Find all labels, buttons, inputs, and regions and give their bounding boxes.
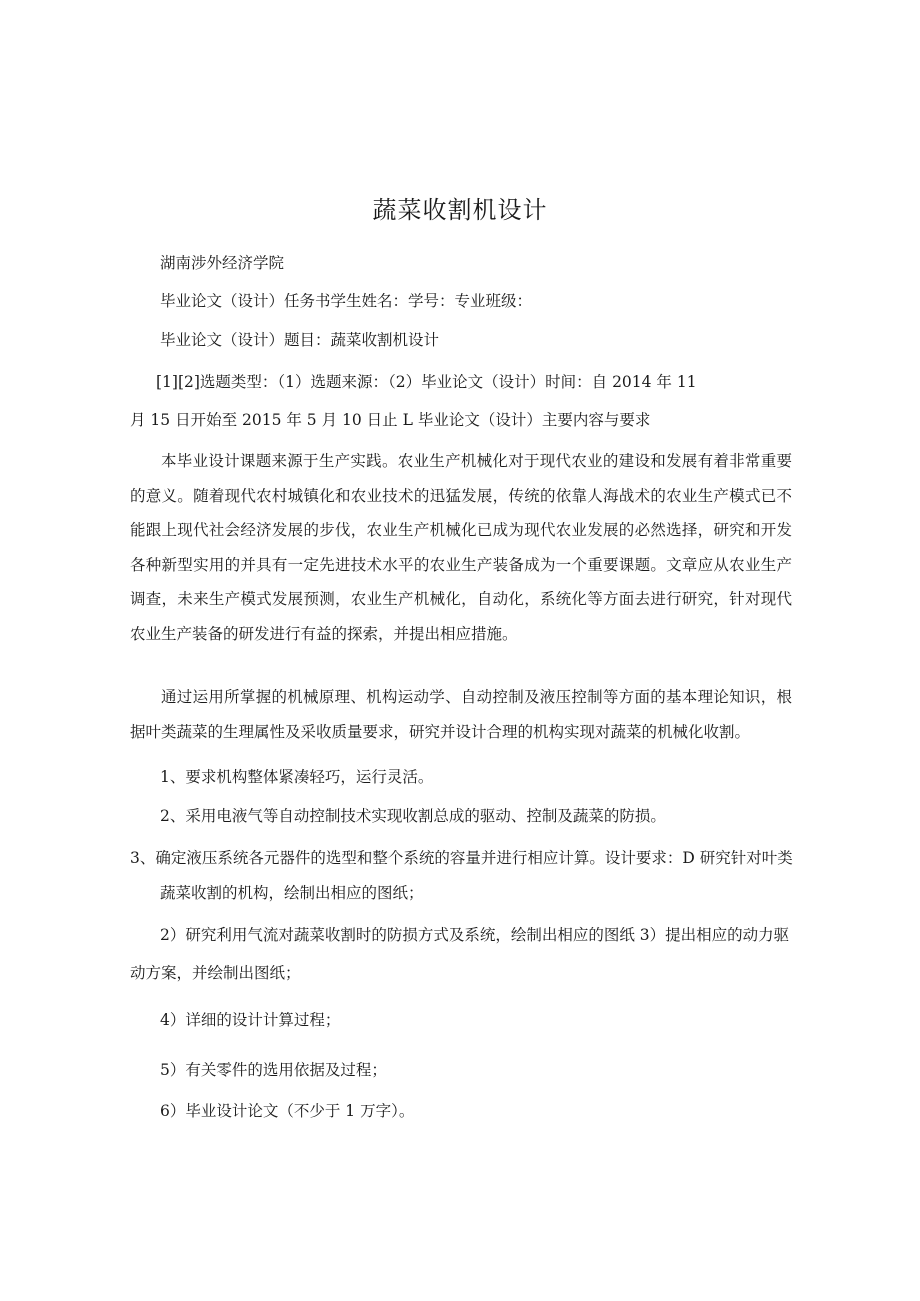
objective-paragraph: 通过运用所掌握的机械原理、机构运动学、自动控制及液压控制等方面的基本理论知识，根据叶类蔬菜的生理属性及采收质量要求，研究并设计合理的机构实现对蔬菜的机械化收割。 <box>130 688 792 741</box>
requirement-1: 1、要求机构整体紧凑轻巧，运行灵活。 <box>160 768 434 786</box>
design-item-4: 4）详细的设计计算过程； <box>160 1011 341 1029</box>
schedule-line: 月 15 日开始至 2015 年 5 月 10 日止 L 毕业论文（设计）主要内容与要求 <box>130 411 651 429</box>
topic-line: 毕业论文（设计）题目：蔬菜收割机设计 <box>160 331 440 349</box>
design-item-2-continued: 动方案，并绘制出图纸； <box>130 964 301 982</box>
requirement-2: 2、采用电液气等自动控制技术实现收割总成的驱动、控制及蔬菜的防损。 <box>160 807 666 825</box>
design-item-6: 6）毕业设计论文（不少于 1 万字）。 <box>160 1102 415 1120</box>
design-item-5: 5）有关零件的选用依据及过程； <box>160 1061 387 1079</box>
school-name: 湖南涉外经济学院 <box>160 254 285 272</box>
topic-type-line: [1][2]选题类型：（1）选题来源：（2）毕业论文（设计）时间：自 2014 年 11 <box>156 373 697 391</box>
document-title: 蔬菜收割机设计 <box>372 196 548 224</box>
requirement-3-continued: 蔬菜收割的机构，绘制出相应的图纸； <box>160 884 424 902</box>
background-paragraph: 本毕业设计课题来源于生产实践。农业生产机械化对于现代农业的建设和发展有着非常重要的意义。随着现代农村城镇化和农业技术的迅猛发展，传统的依靠人海战术的农业生产模式已不能跟上现代社会经济发展的步伐，农业生产机械化已成为现代农业发展的必然选择，研究和开发各种新型实用的并具有一定先进技术水平的农业生产装备成为一个重要课题。文章应从农业生产调查，未来生产模式发展预测，农业生产机械化，自动化，系统化等方面去进行研究，针对现代农业生产装备的研发进行有益的探索，并提出相应措施。 <box>130 452 792 643</box>
requirement-3: 3、确定液压系统各元器件的选型和整个系统的容量并进行相应计算。设计要求：D 研究针对叶类 <box>130 849 793 867</box>
task-info-line: 毕业论文（设计）任务书学生姓名：学号：专业班级： <box>160 292 533 310</box>
design-item-2: 2）研究利用气流对蔬菜收割时的防损方式及系统，绘制出相应的图纸 3）提出相应的动力驱 <box>160 926 790 944</box>
